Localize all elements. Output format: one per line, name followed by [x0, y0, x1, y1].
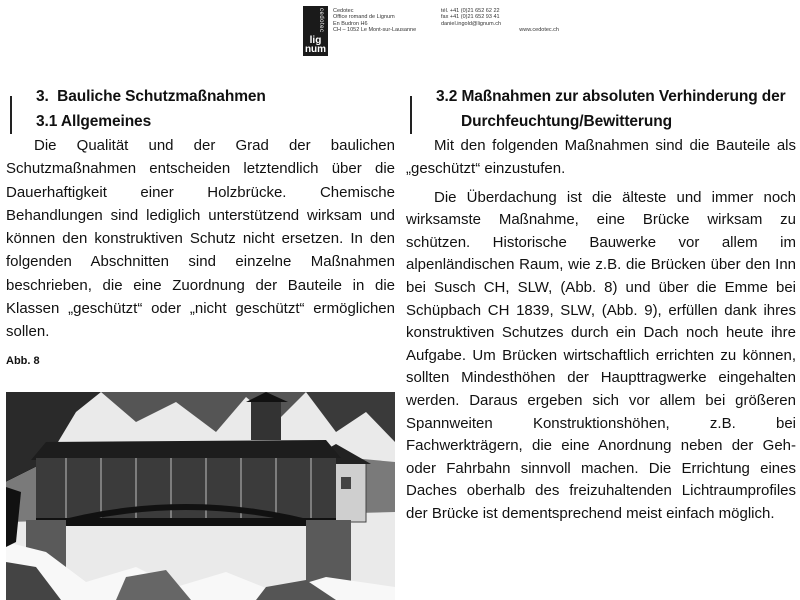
right-column: [406, 86, 796, 526]
address-line: CH – 1052 Le Mont-sur-Lausanne: [333, 26, 417, 33]
logo-vertical-text: cedotec: [318, 8, 324, 33]
section-title: Bauliche Schutzmaßnahmen: [57, 88, 266, 105]
body-paragraph: Die Qualität und der Grad der baulichen Schutzmaßnahmen entscheiden letztendlich über die Dauerhaftigkeit einer Holzbrücke. Chemische Behandlungen sind lediglich unterstützend wirksam und können den konstruktiven Schutz nicht ersetzen. In den folgenden Abschnitten sind einzelne Maßnahmen beschrieben, die eine Zuordnung der Bauteile in die Klassen „geschützt“ oder „nicht geschützt“ ermöglichen sollen.: [6, 137, 395, 341]
tel-label: tél.: [441, 8, 449, 14]
address-block: [333, 8, 416, 33]
figure-label: Abb. 8: [6, 354, 40, 367]
bridge-photo: [6, 392, 395, 600]
address-line: Office romand de Lignum: [333, 14, 395, 21]
subsection-number: 3.2: [436, 88, 458, 105]
body-paragraph: Mit den folgenden Maßnahmen sind die Bauteile als „geschützt“ einzustufen.: [406, 137, 796, 178]
logo-text: lig num: [304, 35, 327, 55]
subsection-title-line2: Durchfeuchtung/Bewitterung: [461, 112, 672, 130]
tel-number: +41 (0)21 652 62 22: [449, 8, 500, 14]
section-number: 3.: [36, 88, 49, 105]
left-column: [6, 86, 395, 372]
covered-bridge-illustration: [6, 392, 395, 600]
lignum-logo: [303, 6, 328, 56]
section-heading: [6, 86, 395, 109]
contact-block: [441, 8, 559, 33]
address-line: Cedotec: [333, 8, 354, 14]
subsection-heading: [406, 86, 796, 109]
fax-number: +41 (0)21 652 93 41: [449, 14, 500, 21]
website-text: www.cedotec.ch: [519, 26, 559, 33]
body-paragraph: Die Überdachung ist die älteste und immer noch wirksamste Maßnahme, eine Brücke wirksam zu schützen. Historische Bauwerke vor allem im alpenländischen Raum, wie z.B. die Brücken über den Inn bei Susch CH, SLW, (Abb. 8) und über die Emme bei Schüpbach CH 1839, SLW, (Abb. 9), erfüllen dank ihres konstruktiven Schutzes durch ein Dach noch heute ihre Aufgabe. Um Brücken wirtschaftlich errichten zu können, sollten Mindesthöhen der Haupttragwerke eingehalten werden. Daraus ergeben sich vor allem bei größeren Spannweiten Konstruktionshöhen, z.B. bei Fachwerkträgern, die eine Anordnung neben der Geh- oder Fahrbahn sinnvoll machen. Die Errichtung eines Daches oberhalb des freizuhaltenden Lichtraumprofiles der Brücke ist dementsprechend meist einfach möglich.: [406, 188, 796, 522]
subsection-heading: [6, 111, 395, 134]
fax-label: fax: [441, 14, 449, 21]
email-text: daniel.ingold@lignum.ch: [441, 20, 502, 27]
address-line: En Budron H6: [333, 20, 368, 27]
subsection-title: Allgemeines: [60, 112, 152, 130]
subsection-number: 3.1: [36, 112, 58, 130]
page-header: [0, 6, 800, 60]
subsection-title-line1: Maßnahmen zur absoluten Verhinderung der: [461, 88, 786, 105]
